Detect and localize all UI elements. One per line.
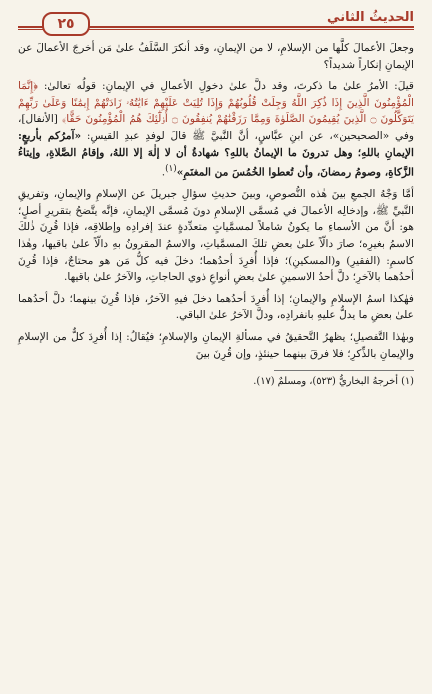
paragraph: أمَّا وَجْهُ الجمعِ بينَ هٰذه النُّصوصِ، وبينَ حديثِ سؤالِ جبريلَ عن الإسلامِ والإيمانِ، وتفريقِ النَّبيِّ ﷺ، وإدخالِه الأعمالَ في مُسمَّى الإسلامِ دونَ مُسمَّى الإيمانِ، فإنَّه يتَّضحُ بتقريرِ أصلٍ؛ هو: أنَّ من الأسماءِ ما يكونُ شاملاً لمسمَّياتٍ متعدِّدةٍ عندَ إفرادِه وإطلاقِه، فإذا قُرِنَ ذٰلكَ الاسمُ بغيرِه؛ صارَ دالّاً علىٰ بعضِ تلكَ المسمَّياتِ، والاسمُ المقرونُ بهِ دالّاً علىٰ باقيها، وهٰذا كاسمِ: (الفقيرِ) و(المسكينِ)؛ فإذا أُفرِدَ أحدُهما؛ دخلَ فيه كلُّ مَن هو محتاجٌ، فإذا قُرِنَ أحدُهما بالآخرِ؛ دلَّ أحدُ الاسمينِ علىٰ بعضِ أنواعِ ذوي الحاجاتِ، والآخرُ علىٰ باقيها. bbox=[18, 188, 414, 284]
page-header bbox=[18, 8, 414, 34]
page-number-badge: ٢٥ bbox=[42, 12, 90, 36]
quran-verse: ﴿إِنَّمَا الْمُؤْمِنُونَ الَّذِينَ إِذَا ذُكِرَ اللَّهُ وَجِلَتْ قُلُوبُهُمْ وَإِذَا تُلِيَتْ عَلَيْهِمْ ءَايَٰتُهُۥ زَادَتْهُمْ إِيمَٰنًا وَعَلَىٰ رَبِّهِمْ يَتَوَكَّلُونَ ۝ الَّذِينَ يُقِيمُونَ الصَّلَوٰةَ وَمِمَّا رَزَقْنَٰهُمْ يُنفِقُونَ ۝ أُو۟لَٰٓئِكَ هُمُ الْمُؤْمِنُونَ حَقًّا﴾ bbox=[18, 80, 414, 126]
paragraph: فهٰكذا اسمُ الإسلامِ والإيمانِ؛ إذا أُفرِدَ أحدُهما دخلَ فيهِ الآخرُ، فإذا قُرِنَ بينهما؛ دلَّ أحدُهما علىٰ بعضِ ما يدلُّ عليهِ بانفرادِه، ودلَّ الآخرُ علىٰ الباقي. bbox=[18, 292, 414, 322]
paragraph-text: قيلَ: الأمرُ علىٰ ما ذكرتَ، وقد دلَّ علىٰ دخولِ الأعمالِ في الإيمانِ: قولُه تعالىٰ: bbox=[37, 80, 414, 93]
paragraph bbox=[18, 78, 414, 181]
footnote-marker: (١) bbox=[165, 164, 177, 175]
footnote-divider bbox=[274, 370, 414, 371]
hadith-quote: «آمرُكم بأربعٍ: الإيمانِ باللهِ؛ وهل تدرونَ ما الإيمانُ باللهِ؟ شهادةُ أن لا إلٰهَ إلا اللهُ، وإقامُ الصَّلاةِ، وإيتاءُ الزَّكاةِ، وصومُ رمضانَ، وأن تُعطوا الخُمُسَ من المغنَمِ» bbox=[18, 129, 414, 179]
page-body bbox=[18, 40, 414, 389]
paragraph-text: . bbox=[161, 166, 166, 179]
paragraph-text: [الأنفال]، وفي «الصحيحين»، عن ابنِ عبَّاسٍ، أنَّ النَّبيَّ ﷺ قالَ لوفدِ عبدِ القيسِ: bbox=[18, 113, 415, 142]
footnote: (١) أخرجهُ البخاريُّ (٥٢٣)، ومسلمٌ (١٧). bbox=[253, 376, 414, 388]
running-title: الحديثُ الثاني bbox=[321, 10, 414, 25]
paragraph: وبهٰذا التَّفصيلِ؛ يظهرُ التَّحقيقُ في مسألةِ الإيمانِ والإسلامِ؛ فيُقالُ: إذا أُفرِدَ كلٌّ من الإسلامِ والإيمانِ بالذِّكرِ؛ فلا فرقَ بينهما حينئذٍ، وإن قُرِنَ بينَ bbox=[18, 331, 414, 360]
paragraph: وجعلَ الأعمالَ كلَّها من الإسلامِ، لا من الإيمانِ، وقد أنكرَ السَّلَفُ علىٰ مَن أخرجَ الأعمالَ عن الإيمانِ إنكاراً شديداً؟ bbox=[18, 42, 414, 71]
